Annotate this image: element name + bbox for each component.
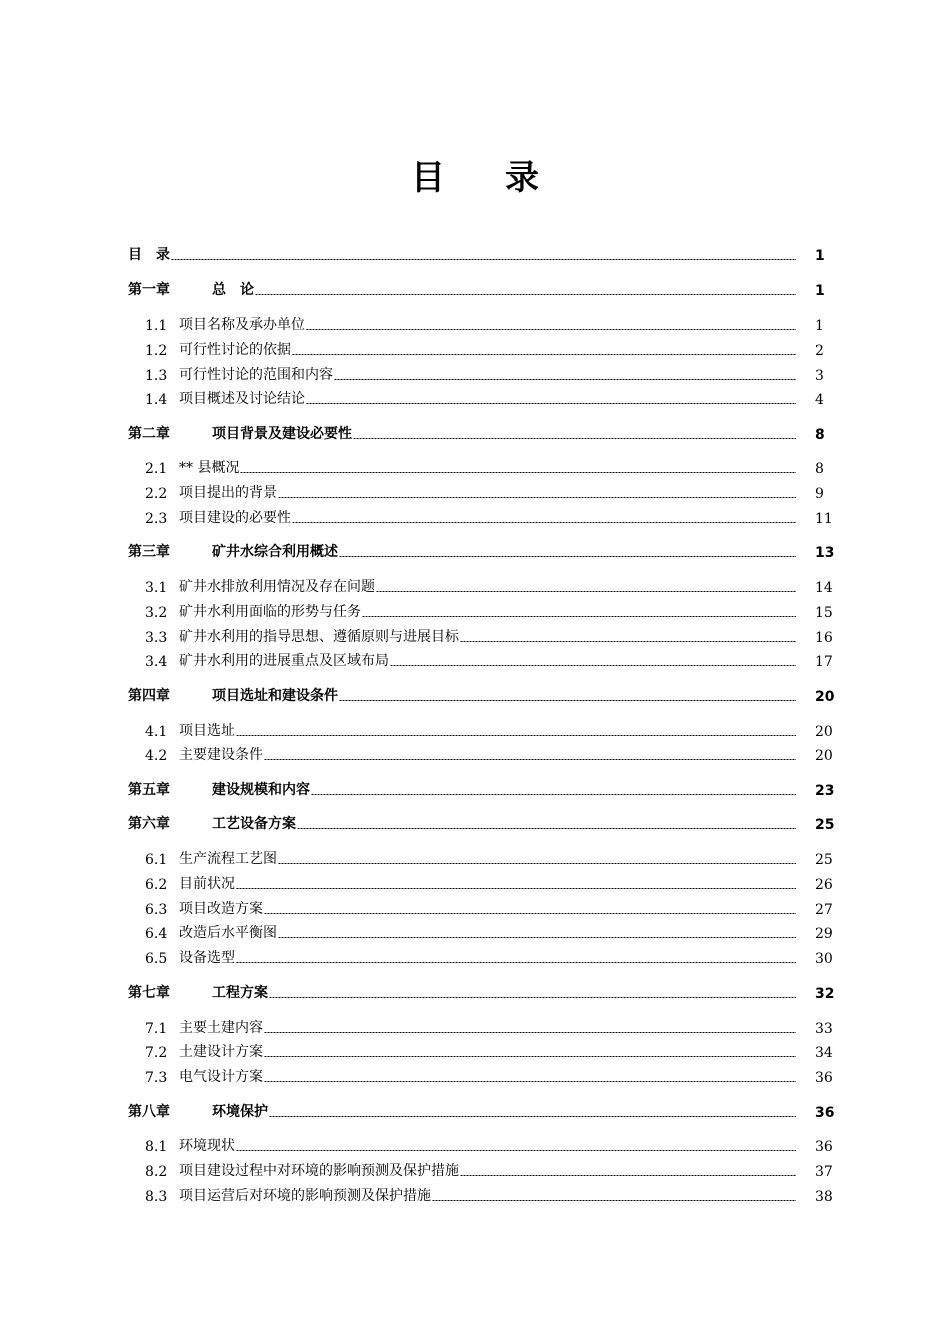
toc-dot-leader [362, 616, 796, 617]
toc-entry-heading [128, 982, 268, 1002]
toc-section-entry[interactable] [0, 896, 950, 918]
toc-page-number: 1 [815, 248, 825, 264]
toc-entry-title: 主要土建内容 [179, 1020, 263, 1036]
toc-chapter-entry[interactable] [0, 277, 950, 299]
toc-entry-number: 第二章 [128, 426, 170, 442]
toc-entry-heading [145, 848, 277, 868]
toc-entry-title: 项目背景及建设必要性 [212, 426, 352, 442]
toc-entry-title: 项目改造方案 [179, 901, 263, 917]
toc-entry-title: 生产流程工艺图 [179, 851, 277, 867]
toc-entry-number: 6.3 [145, 902, 168, 918]
toc-section-entry[interactable] [0, 742, 950, 764]
toc-entry-heading [145, 898, 263, 918]
toc-entry-heading [145, 601, 361, 621]
toc-dot-leader [306, 329, 796, 330]
toc-dot-leader [269, 1116, 796, 1117]
toc-entry-number: 2.1 [145, 461, 168, 477]
toc-page-number: 2 [815, 343, 824, 359]
toc-dot-leader [240, 472, 796, 473]
toc-page-number: 25 [815, 852, 833, 868]
toc-entry-title: 矿井水综合利用概述 [212, 544, 338, 560]
toc-entry-number: 8.1 [145, 1139, 168, 1155]
toc-entry-number: 6.2 [145, 877, 168, 893]
toc-dot-leader [390, 665, 796, 666]
toc-entry-heading [145, 922, 277, 942]
toc-entry-number: 第七章 [128, 985, 170, 1001]
toc-section-entry[interactable] [0, 312, 950, 334]
toc-entry-title: 土建设计方案 [179, 1044, 263, 1060]
toc-entry-title: 环境保护 [212, 1104, 268, 1120]
toc-section-entry[interactable] [0, 455, 950, 477]
toc-entry-heading [128, 423, 352, 443]
toc-dot-leader [236, 1150, 796, 1151]
toc-entry-number: 4.1 [145, 724, 168, 740]
toc-entry-heading [145, 1041, 263, 1061]
toc-page-number: 33 [815, 1021, 833, 1037]
toc-entry-title: 矿井水排放利用情况及存在问题 [179, 579, 375, 595]
toc-entry-number: 目 录 [128, 247, 170, 263]
toc-page-number: 37 [815, 1164, 833, 1180]
toc-chapter-entry[interactable] [0, 683, 950, 705]
toc-section-entry[interactable] [0, 1133, 950, 1155]
toc-entry-heading [145, 314, 305, 334]
toc-entry-heading [145, 873, 235, 893]
toc-chapter-entry[interactable] [0, 421, 950, 443]
toc-entry-number: 2.2 [145, 486, 168, 502]
toc-chapter-entry[interactable] [0, 1099, 950, 1121]
toc-section-entry[interactable] [0, 1015, 950, 1037]
toc-entry-number: 第五章 [128, 782, 170, 798]
toc-page-number: 11 [815, 511, 833, 527]
toc-entry-title: 可行性讨论的依据 [179, 342, 291, 358]
toc-entry-title: 主要建设条件 [179, 747, 263, 763]
toc-entry-number: 3.4 [145, 654, 168, 670]
toc-dot-leader [376, 591, 796, 592]
page-title-second-char: 录 [505, 158, 539, 198]
toc-entry-number: 6.4 [145, 926, 168, 942]
toc-entry-title: 矿井水利用的指导思想、遵循原则与进展目标 [179, 629, 459, 645]
toc-entry-number: 3.3 [145, 630, 168, 646]
toc-page-number: 27 [815, 902, 833, 918]
toc-entry-number: 1.1 [145, 318, 168, 334]
toc-page-number: 9 [815, 486, 824, 502]
toc-entry-number: 4.2 [145, 748, 168, 764]
toc-entry-title: 项目提出的背景 [179, 485, 277, 501]
toc-entry-heading [145, 720, 235, 740]
toc-entry-number: 8.2 [145, 1164, 168, 1180]
toc-page-number: 8 [815, 461, 824, 477]
toc-entry-number: 6.1 [145, 852, 168, 868]
toc-entry-heading [145, 650, 389, 670]
toc-entry-number: 6.5 [145, 951, 168, 967]
toc-dot-leader [255, 294, 796, 295]
toc-page-number: 8 [815, 427, 825, 443]
toc-section-entry[interactable] [0, 1064, 950, 1086]
toc-page-number: 20 [815, 748, 833, 764]
toc-entry-heading [145, 1135, 235, 1155]
toc-dot-leader [278, 863, 796, 864]
toc-entry-number: 第八章 [128, 1104, 170, 1120]
toc-entry-title: 项目选址 [179, 723, 235, 739]
toc-entry-number: 3.1 [145, 580, 168, 596]
toc-entry-title: 设备选型 [179, 950, 235, 966]
toc-section-entry[interactable] [0, 362, 950, 384]
toc-entry-number: 7.3 [145, 1070, 168, 1086]
toc-page-number: 3 [815, 368, 824, 384]
toc-page-number: 23 [815, 783, 835, 799]
toc-dot-leader [264, 759, 796, 760]
toc-entry-title: 建设规模和内容 [212, 782, 310, 798]
toc-chapter-entry[interactable] [0, 539, 950, 561]
toc-entry-heading [145, 364, 333, 384]
toc-dot-leader [460, 641, 796, 642]
toc-page-number: 34 [815, 1045, 833, 1061]
toc-entry-number: 1.3 [145, 368, 168, 384]
toc-entry-heading [145, 744, 263, 764]
toc-dot-leader [264, 913, 796, 914]
page-title [0, 150, 950, 199]
toc-dot-leader [292, 354, 796, 355]
toc-dot-leader [353, 438, 796, 439]
toc-dot-leader [236, 888, 796, 889]
toc-page-number: 16 [815, 630, 833, 646]
toc-page-number: 36 [815, 1139, 833, 1155]
toc-section-entry[interactable] [0, 1158, 950, 1180]
toc-entry-number: 2.3 [145, 511, 168, 527]
toc-section-entry[interactable] [0, 945, 950, 967]
toc-entry-title: ** 县概况 [179, 460, 240, 476]
toc-entry-number: 7.2 [145, 1045, 168, 1061]
toc-section-entry[interactable] [0, 624, 950, 646]
toc-entry-title: 工程方案 [212, 985, 268, 1001]
toc-entry-heading [145, 947, 235, 967]
toc-entry-title: 矿井水利用的进展重点及区域布局 [179, 653, 389, 669]
toc-entry-number: 8.3 [145, 1189, 168, 1205]
toc-chapter-entry[interactable] [0, 777, 950, 799]
toc-dot-leader [432, 1200, 796, 1201]
toc-entry-title: 目前状况 [179, 876, 235, 892]
toc-section-entry[interactable] [0, 480, 950, 502]
toc-entry-heading [145, 1185, 431, 1205]
toc-page-number: 15 [815, 605, 833, 621]
toc-page-number: 29 [815, 926, 833, 942]
toc-entry-number: 1.4 [145, 392, 168, 408]
toc-entry-title: 项目名称及承办单位 [179, 317, 305, 333]
toc-chapter-entry[interactable] [0, 242, 950, 264]
toc-chapter-entry[interactable] [0, 811, 950, 833]
toc-dot-leader [306, 403, 796, 404]
toc-page-number: 36 [815, 1105, 835, 1121]
toc-dot-leader [311, 794, 796, 795]
toc-entry-heading [145, 626, 459, 646]
toc-page-number: 14 [815, 580, 833, 596]
toc-dot-leader [334, 379, 796, 380]
toc-entry-heading [145, 339, 291, 359]
toc-dot-leader [460, 1175, 796, 1176]
toc-section-entry[interactable] [0, 871, 950, 893]
toc-page-number: 20 [815, 724, 833, 740]
toc-entry-title: 工艺设备方案 [212, 816, 296, 832]
toc-entry-heading [128, 244, 170, 264]
toc-dot-leader [236, 735, 796, 736]
toc-section-entry[interactable] [0, 718, 950, 740]
toc-dot-leader [264, 1081, 796, 1082]
toc-dot-leader [297, 828, 796, 829]
toc-dot-leader [339, 700, 796, 701]
toc-page-number: 1 [815, 318, 824, 334]
toc-page-number: 13 [815, 545, 835, 561]
toc-section-entry[interactable] [0, 648, 950, 670]
toc-entry-number: 第六章 [128, 816, 170, 832]
toc-entry-heading [128, 685, 338, 705]
toc-entry-number: 7.1 [145, 1021, 168, 1037]
toc-page-number: 26 [815, 877, 833, 893]
toc-entry-heading [145, 457, 239, 477]
toc-entry-heading [128, 279, 254, 299]
toc-entry-number: 1.2 [145, 343, 168, 359]
toc-entry-heading [145, 576, 375, 596]
toc-entry-title: 项目建设过程中对环境的影响预测及保护措施 [179, 1163, 459, 1179]
toc-section-entry[interactable] [0, 574, 950, 596]
toc-entry-number: 第三章 [128, 544, 170, 560]
toc-entry-title: 矿井水利用面临的形势与任务 [179, 604, 361, 620]
toc-entry-heading [145, 1160, 459, 1180]
toc-page-number: 32 [815, 986, 835, 1002]
toc-entry-title: 总 论 [212, 282, 254, 298]
toc-dot-leader [278, 497, 796, 498]
toc-entry-number: 3.2 [145, 605, 168, 621]
toc-page-number: 17 [815, 654, 833, 670]
toc-entry-title: 电气设计方案 [179, 1069, 263, 1085]
toc-entry-heading [145, 482, 277, 502]
toc-entry-title: 项目概述及讨论结论 [179, 391, 305, 407]
toc-entry-heading [145, 388, 305, 408]
page-title-first-char: 目 [411, 158, 445, 198]
toc-entry-title: 项目选址和建设条件 [212, 688, 338, 704]
toc-entry-title: 环境现状 [179, 1138, 235, 1154]
toc-page-number: 20 [815, 689, 835, 705]
toc-dot-leader [171, 259, 796, 260]
toc-dot-leader [269, 997, 796, 998]
toc-chapter-entry[interactable] [0, 980, 950, 1002]
toc-dot-leader [264, 1056, 796, 1057]
toc-entry-heading [128, 1101, 268, 1121]
toc-entry-heading [128, 779, 310, 799]
toc-page-number: 25 [815, 817, 835, 833]
toc-entry-heading [145, 1066, 263, 1086]
toc-section-entry[interactable] [0, 599, 950, 621]
toc-entry-number: 第一章 [128, 282, 170, 298]
toc-entry-title: 可行性讨论的范围和内容 [179, 367, 333, 383]
toc-dot-leader [236, 962, 796, 963]
toc-entry-heading [128, 813, 296, 833]
toc-dot-leader [278, 937, 796, 938]
toc-entry-number: 第四章 [128, 688, 170, 704]
toc-page-number: 36 [815, 1070, 833, 1086]
toc-entry-heading [145, 507, 291, 527]
toc-page-number: 38 [815, 1189, 833, 1205]
toc-entry-title: 改造后水平衡图 [179, 925, 277, 941]
toc-dot-leader [339, 556, 796, 557]
toc-section-entry[interactable] [0, 846, 950, 868]
toc-page-number: 30 [815, 951, 833, 967]
toc-entry-heading [128, 541, 338, 561]
toc-entry-title: 项目运营后对环境的影响预测及保护措施 [179, 1188, 431, 1204]
toc-page-number: 1 [815, 283, 825, 299]
toc-section-entry[interactable] [0, 386, 950, 408]
toc-dot-leader [264, 1032, 796, 1033]
toc-page-number: 4 [815, 392, 824, 408]
toc-section-entry[interactable] [0, 1183, 950, 1205]
toc-section-entry[interactable] [0, 1039, 950, 1061]
toc-entry-heading [145, 1017, 263, 1037]
toc-entry-title: 项目建设的必要性 [179, 510, 291, 526]
toc-section-entry[interactable] [0, 920, 950, 942]
toc-section-entry[interactable] [0, 337, 950, 359]
toc-dot-leader [292, 522, 796, 523]
toc-section-entry[interactable] [0, 505, 950, 527]
